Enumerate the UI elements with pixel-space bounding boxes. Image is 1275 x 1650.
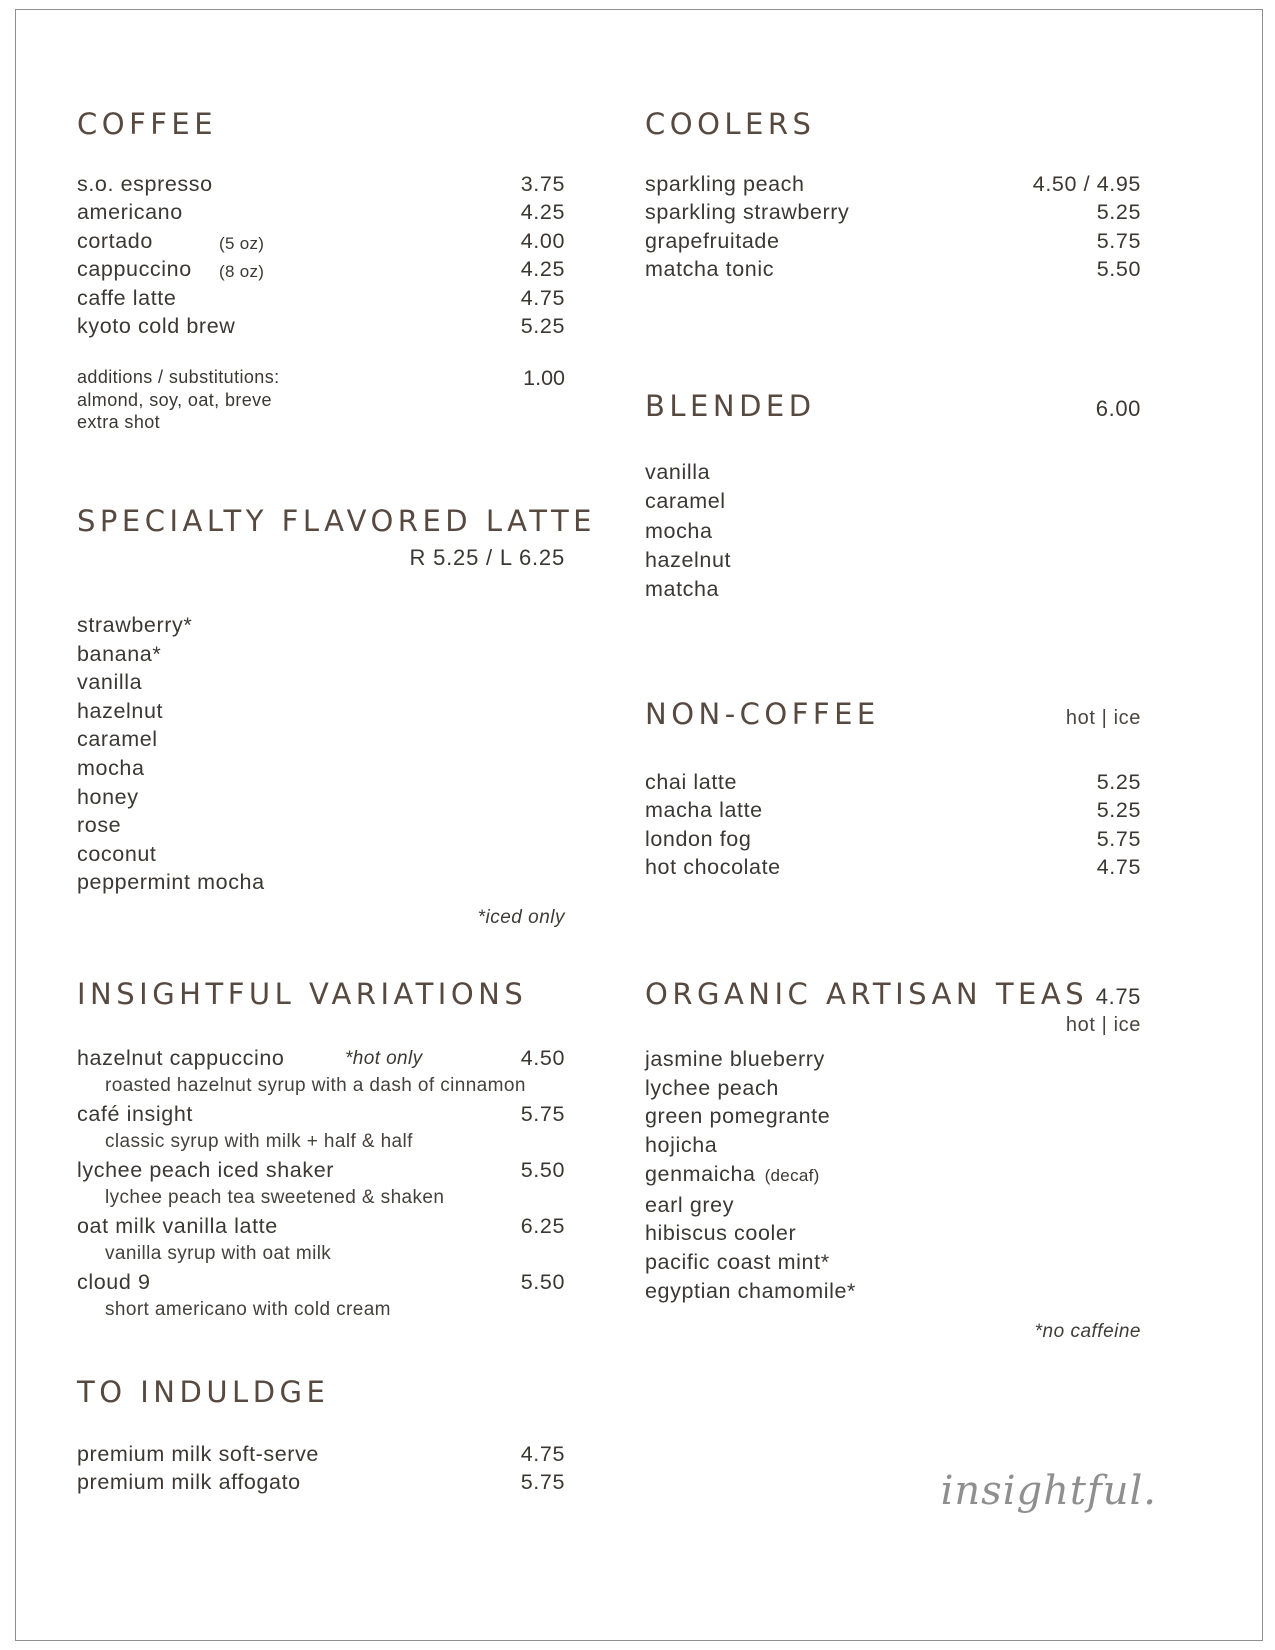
menu-item: [645, 796, 1141, 824]
tea-item: green pomegrante: [645, 1104, 831, 1129]
indulge-title: TO INDULDGE: [77, 1375, 330, 1409]
tea-item: egyptian chamomile*: [645, 1278, 856, 1303]
item-name: sparkling peach: [645, 172, 805, 196]
flavor: vanilla: [77, 670, 143, 695]
section-non-coffee: [645, 696, 1141, 882]
item-price: 5.50: [520, 1157, 565, 1182]
item-name: cortado: [77, 228, 153, 253]
item-price: 3.75: [520, 172, 565, 196]
flavor: hazelnut: [645, 547, 732, 572]
additions-text: [77, 366, 280, 434]
section-blended: [645, 388, 1141, 604]
coffee-additions: [77, 366, 565, 434]
section-specialty-latte: [77, 503, 596, 929]
menu-item: [77, 284, 565, 312]
tea-item: [645, 1160, 1141, 1191]
section-artisan-teas: [645, 976, 1141, 1343]
item-price: 4.00: [520, 228, 565, 253]
tea-item: hibiscus cooler: [645, 1221, 797, 1246]
item-name: oat milk vanilla latte: [77, 1213, 278, 1238]
item-name: kyoto cold brew: [77, 314, 236, 339]
menu-item: [645, 255, 1141, 283]
additions-label: additions / substitutions:: [77, 367, 280, 388]
flavor: honey: [77, 784, 139, 809]
specialty-price-line: R 5.25 / L 6.25: [409, 545, 565, 570]
tea-decaf-tag: (decaf): [764, 1165, 820, 1185]
no-caffeine-note: *no caffeine: [1034, 1321, 1141, 1343]
item-price: 5.50: [520, 1269, 565, 1294]
menu-item: [77, 1100, 565, 1156]
item-price: 5.25: [520, 314, 565, 339]
menu-item: [645, 170, 1141, 198]
item-tag: *hot only: [345, 1048, 423, 1069]
tea-item: earl grey: [645, 1192, 735, 1217]
section-coolers: [645, 106, 1141, 284]
item-name: chai latte: [645, 770, 738, 794]
teas-title: ORGANIC ARTISAN TEAS: [645, 977, 1089, 1011]
item-price: 4.50: [520, 1046, 565, 1070]
item-name: sparkling strawberry: [645, 200, 850, 225]
menu-item: [645, 825, 1141, 853]
flavor: peppermint mocha: [77, 870, 265, 895]
item-size: (5 oz): [219, 233, 265, 253]
item-name: hazelnut cappuccino: [77, 1046, 285, 1070]
blended-title: BLENDED: [645, 389, 816, 423]
additions-price: 1.00: [523, 366, 565, 391]
tea-item: hojicha: [645, 1133, 718, 1158]
tea-item: pacific coast mint*: [645, 1249, 830, 1274]
coffee-title: COFFEE: [77, 107, 218, 141]
item-price: 4.75: [1096, 855, 1141, 880]
coffee-list: [77, 170, 565, 340]
item-description: lychee peach tea sweetened & shaken: [105, 1187, 445, 1209]
flavor: hazelnut: [77, 698, 164, 723]
item-price: 5.25: [1096, 798, 1141, 823]
item-name: matcha tonic: [645, 257, 775, 282]
item-price: 4.25: [520, 257, 565, 282]
coolers-title: COOLERS: [645, 107, 816, 141]
menu-item: [77, 1268, 565, 1324]
teas-list: [645, 1045, 1141, 1305]
section-to-induldge: [77, 1374, 565, 1497]
menu-item: [77, 1212, 565, 1268]
item-price: 4.75: [520, 1442, 565, 1466]
item-name: lychee peach iced shaker: [77, 1157, 335, 1182]
blended-flavor-list: [645, 458, 1141, 604]
item-price: 5.50: [1096, 257, 1141, 282]
noncoffee-title: NON-COFFEE: [645, 697, 880, 731]
iced-only-note: *iced only: [477, 906, 565, 928]
menu-item: [77, 1156, 565, 1212]
specialty-flavor-list: [77, 611, 565, 897]
item-price: 5.75: [1096, 826, 1141, 851]
item-price: 5.25: [1096, 770, 1141, 794]
flavor: caramel: [77, 727, 158, 752]
item-name: hot chocolate: [645, 855, 781, 880]
section-coffee: [77, 106, 565, 434]
menu-item: [645, 768, 1141, 796]
teas-subtitle: hot | ice: [1065, 1014, 1141, 1036]
tea-item: jasmine blueberry: [645, 1047, 825, 1071]
item-description: vanilla syrup with oat milk: [105, 1243, 332, 1265]
item-name: cloud 9: [77, 1269, 151, 1294]
menu-item: [77, 170, 565, 198]
variations-list: [77, 1044, 565, 1324]
item-price: 5.25: [1096, 200, 1141, 225]
section-insightful-variations: [77, 976, 565, 1324]
menu-item: [77, 1468, 565, 1496]
item-name: premium milk soft-serve: [77, 1442, 319, 1466]
variations-title: INSIGHTFUL VARIATIONS: [77, 977, 528, 1011]
menu-item: [645, 198, 1141, 226]
item-price: 4.75: [520, 285, 565, 310]
item-price: 6.25: [520, 1213, 565, 1238]
menu-item: [77, 227, 565, 255]
flavor: mocha: [77, 755, 145, 780]
flavor: coconut: [77, 841, 157, 866]
menu-item: [645, 853, 1141, 881]
item-name: cappuccino: [77, 257, 192, 282]
item-name: americano: [77, 200, 183, 225]
item-name: premium milk affogato: [77, 1470, 301, 1495]
flavor: caramel: [645, 489, 726, 514]
specialty-title: SPECIALTY FLAVORED LATTE: [77, 504, 596, 538]
tea-name: genmaicha: [645, 1161, 756, 1186]
flavor: matcha: [645, 577, 720, 602]
flavor: mocha: [645, 518, 713, 543]
item-name: café insight: [77, 1101, 193, 1126]
flavor: strawberry*: [77, 613, 193, 637]
item-name: grapefruitade: [645, 228, 780, 253]
item-price: 4.25: [520, 200, 565, 225]
item-price: 4.50 / 4.95: [1032, 172, 1141, 196]
indulge-list: [77, 1440, 565, 1497]
item-name: s.o. espresso: [77, 172, 213, 196]
additions-line: extra shot: [77, 412, 161, 433]
item-price: 5.75: [520, 1470, 565, 1495]
menu-item: [645, 227, 1141, 255]
teas-price: 4.75: [1095, 984, 1141, 1009]
item-price: 5.75: [520, 1101, 565, 1126]
item-description: short americano with cold cream: [105, 1299, 391, 1321]
item-size: (8 oz): [219, 262, 265, 282]
menu-item: [77, 312, 565, 340]
menu-item: [77, 1440, 565, 1468]
item-price: 5.75: [1096, 228, 1141, 253]
menu-item: [77, 1044, 565, 1100]
flavor: vanilla: [645, 460, 711, 484]
coolers-list: [645, 170, 1141, 284]
additions-line: almond, soy, oat, breve: [77, 389, 272, 410]
blended-price: 6.00: [1095, 396, 1141, 421]
flavor: banana*: [77, 641, 162, 666]
item-name: london fog: [645, 826, 752, 851]
noncoffee-list: [645, 768, 1141, 882]
item-description: roasted hazelnut syrup with a dash of cinnamon: [105, 1075, 526, 1097]
flavor: rose: [77, 813, 122, 838]
insightful-logo: insightful.: [940, 1468, 1157, 1514]
tea-item: lychee peach: [645, 1075, 779, 1100]
item-name: macha latte: [645, 798, 763, 823]
item-name: caffe latte: [77, 285, 177, 310]
noncoffee-subtitle: hot | ice: [1065, 707, 1141, 729]
menu-item: [77, 198, 565, 226]
menu-item: [77, 255, 565, 283]
item-description: classic syrup with milk + half & half: [105, 1131, 413, 1153]
